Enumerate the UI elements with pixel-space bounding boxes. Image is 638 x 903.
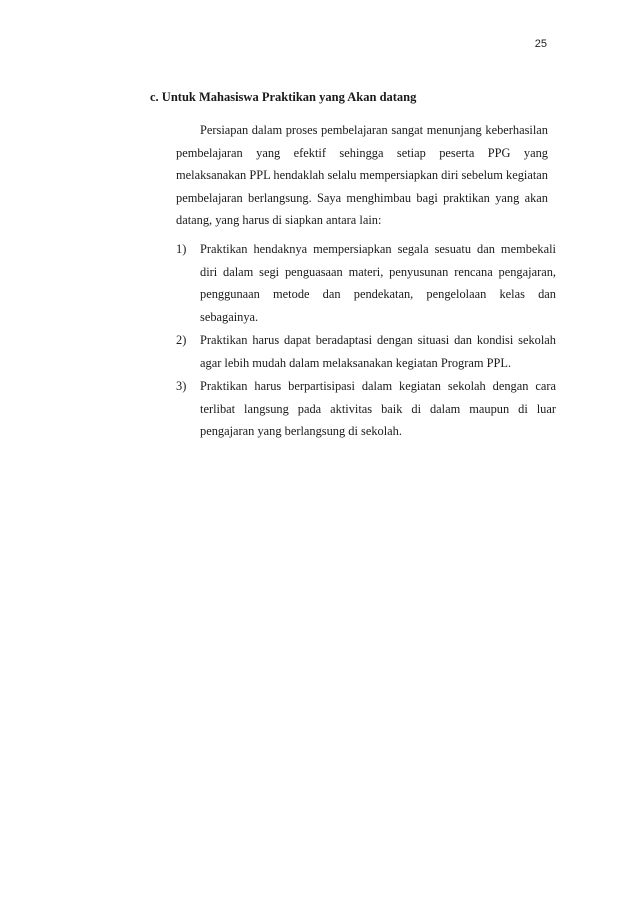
list-item	[176, 375, 556, 443]
list-item	[176, 329, 556, 374]
page-number: 25	[534, 38, 547, 50]
list-item-text: Praktikan harus berpartisipasi dalam kegiatan sekolah dengan cara terlibat langsung pada aktivitas baik di dalam maupun di luar pengajaran yang berlangsung di sekolah.	[200, 379, 556, 438]
list-item-text: Praktikan harus dapat beradaptasi dengan situasi dan kondisi sekolah agar lebih mudah dalam melaksanakan kegiatan Program PPL.	[200, 333, 556, 370]
list-item-number: 2)	[176, 333, 187, 347]
list-item-number: 1)	[176, 242, 187, 256]
intro-paragraph: Persiapan dalam proses pembelajaran sangat menunjang keberhasilan pembelajaran yang efektif sehingga setiap peserta PPG yang melaksanakan PPL hendaklah selalu mempersiapkan diri sebelum kegiatan pembelajaran berlangsung. Saya menghimbau bagi praktikan yang akan datang, yang harus di siapkan antara lain:	[176, 123, 548, 227]
recommendation-list	[176, 238, 556, 444]
section-heading: c. Untuk Mahasiswa Praktikan yang Akan datang	[150, 90, 417, 104]
list-item-text: Praktikan hendaknya mempersiapkan segala sesuatu dan membekali diri dalam segi penguasaan materi, penyusunan rencana pengajaran, penggunaan metode dan pendekatan, pengelolaan kelas dan sebagainya.	[200, 242, 556, 324]
list-item-number: 3)	[176, 379, 187, 393]
list-item	[176, 238, 556, 328]
